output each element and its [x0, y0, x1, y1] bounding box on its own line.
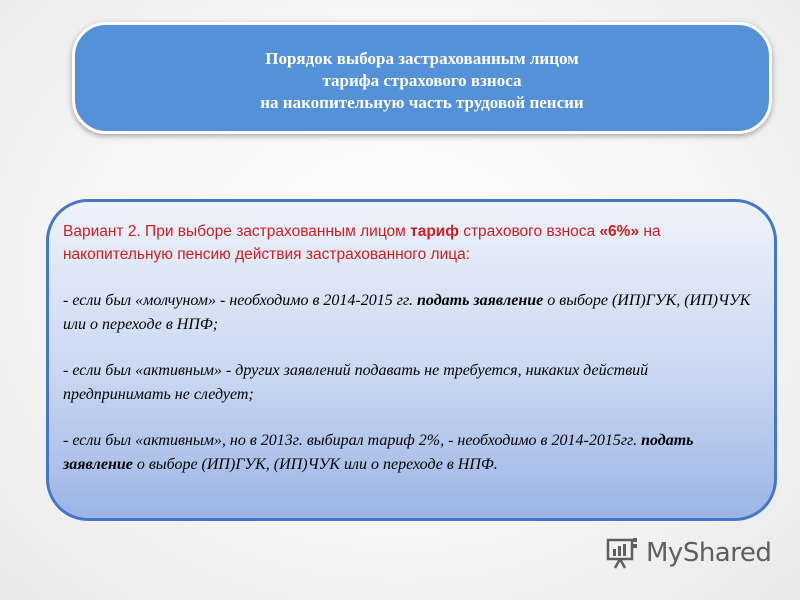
condition-active-2013-text-a: - если был «активным», но в 2013г. выбирал тариф 2%, - необходимо в 2014-2015гг. — [63, 432, 642, 449]
intro-text-1: Вариант 2. При выборе застрахованным лицом — [63, 223, 411, 240]
intro-text-3: на накопительную пенсию действия застрахованного лица: — [63, 223, 661, 263]
presentation-board-icon — [606, 536, 640, 570]
condition-active-2013-bold: подать заявление — [63, 432, 694, 473]
intro-text-2: страхового взноса — [458, 223, 600, 240]
condition-active-2013 — [63, 429, 756, 477]
watermark-text: MyShared — [646, 538, 772, 568]
title-line-2: тарифа страхового взноса — [322, 71, 522, 90]
condition-silent — [63, 289, 756, 337]
title-line-3: на накопительную часть трудовой пенсии — [260, 93, 584, 112]
condition-active-text: - если был «активным» - других заявлений подавать не требуется, никаких действий предпринимать не следует; — [63, 362, 649, 403]
condition-silent-text-b: о выборе (ИП)ГУК, (ИП)ЧУК или о переходе в НПФ; — [63, 292, 751, 333]
title-banner — [72, 22, 772, 134]
intro-bold-tariff: тариф — [410, 223, 459, 240]
condition-silent-bold: подать заявление — [417, 292, 544, 309]
condition-silent-text-a: - если был «молчуном» - необходимо в 2014-2015 гг. — [63, 292, 418, 309]
condition-active-2013-text-b: о выборе (ИП)ГУК, (ИП)ЧУК или о переходе в НПФ. — [132, 456, 498, 473]
content-panel — [46, 199, 777, 521]
condition-active — [63, 359, 756, 407]
intro-bold-rate: «6%» — [599, 223, 640, 240]
intro-paragraph — [63, 220, 756, 266]
watermark — [606, 535, 771, 571]
title-line-1: Порядок выбора застрахованным лицом — [265, 49, 579, 68]
